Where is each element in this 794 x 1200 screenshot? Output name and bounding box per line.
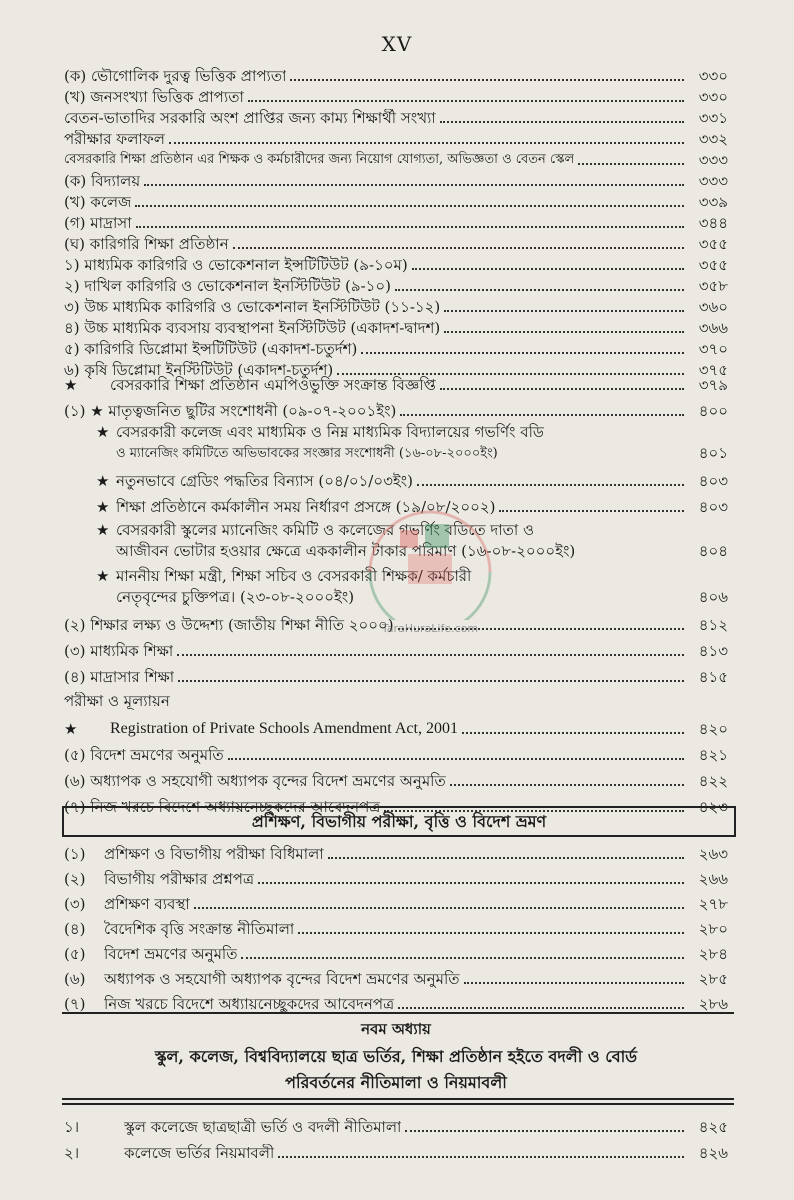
toc-entry: (১) প্রশিক্ষণ ও বিভাগীয় পরীক্ষা বিধিমালা ২৬৩ <box>64 845 728 863</box>
toc-entry: পরীক্ষার ফলাফল ৩৩২ <box>64 130 728 148</box>
toc-entry: (৩) মাধ্যমিক শিক্ষা ৪১৩ <box>64 642 728 660</box>
star-icon: ★ <box>96 567 110 585</box>
star-icon: ★ <box>96 423 110 441</box>
toc-entry: (৪) বৈদেশিক বৃত্তি সংক্রান্ত নীতিমালা ২৮০ <box>64 920 728 938</box>
toc-entry: (গ) মাদ্রাসা ৩৪৪ <box>64 214 728 232</box>
watermark-logo-icon <box>330 510 530 620</box>
toc-heading-entry: ★ বেসরকারি শিক্ষা প্রতিষ্ঠান এমপিওভুক্তি সংক্রান্ত বিজ্ঞপ্তি ৩৭৯ <box>64 376 728 394</box>
toc-entry: ২। কলেজে ভর্তির নিয়মাবলী ৪২৬ <box>64 1144 728 1162</box>
toc-entry-multiline: ★ বেসরকারী স্কুলের ম্যানেজিং কমিটি ও কলেজের গভর্ণিং বডিতে দাতা ও আজীবন ভোটার হওয়ার ক্ষেত্রে এককালীন টাকার পরিমাণ (১৬-০৮-২০০০ইং) ৪০৪ <box>96 521 728 560</box>
toc-entry: ১) মাধ্যমিক কারিগরি ও ভোকেশনাল ইন্সটিটিউট (৯-১০ম) ৩৫৫ <box>64 256 728 274</box>
toc-entry: (ঘ) কারিগরি শিক্ষা প্রতিষ্ঠান ৩৫৫ <box>64 235 728 253</box>
star-icon: ★ <box>64 720 78 738</box>
chapter-bottom-rule-2 <box>62 1103 734 1105</box>
chapter-bottom-rule <box>62 1098 734 1100</box>
star-icon: ★ <box>96 498 110 516</box>
toc-entry: (২) বিভাগীয় পরীক্ষার প্রশ্নপত্র ২৬৬ <box>64 870 728 888</box>
toc-entry-multiline: ★ বেসরকারী কলেজ এবং মাধ্যমিক ও নিম্ন মাধ্যমিক বিদ্যালয়ের গভর্ণিং বডি ও ম্যানেজিং কমিটিতে অভিভাবকের সংজ্ঞার সংশোধনী (১৬-০৮-২০০০ইং) ৪০১ <box>96 423 728 462</box>
toc-entry: ৬) কৃষি ডিপ্লোমা ইনস্টিটিউট (একাদশ-চতুর্দশ) ৩৭৫ <box>64 361 728 379</box>
toc-entry: ৫) কারিগরি ডিপ্লোমা ইন্সটিটিউট (একাদশ-চতুর্দশ) ৩৭০ <box>64 340 728 358</box>
chapter-title-line-1: স্কুল, কলেজ, বিশ্ববিদ্যালয়ে ছাত্র ভর্তির, শিক্ষা প্রতিষ্ঠান হইতে বদলী ও বোর্ড <box>154 1047 638 1066</box>
toc-entry: (২) শিক্ষার লক্ষ্য ও উদ্দেশ্য (জাতীয় শিক্ষা নীতি ২০০০) ৪১২ <box>64 616 728 634</box>
toc-section-3 <box>64 838 728 1013</box>
toc-entry: (৭) নিজ খরচে বিদেশে অধ্যায়নেচ্ছুকদের আবেদনপত্র ৪২৩ <box>64 798 728 816</box>
chapter-top-rule <box>62 1012 734 1014</box>
star-icon: ★ <box>64 376 78 394</box>
toc-entry: (খ) জনসংখ্যা ভিত্তিক প্রাপ্যতা ৩৩০ <box>64 88 728 106</box>
star-icon: ★ <box>96 472 110 490</box>
toc-entry: ৪) উচ্চ মাধ্যমিক ব্যবসায় ব্যবস্থাপনা ইনস্টিটিউট (একাদশ-দ্বাদশ) ৩৬৬ <box>64 319 728 337</box>
toc-entry: (৫) বিদেশ ভ্রমণের অনুমতি ৪২১ <box>64 746 728 764</box>
toc-entry: ★ Registration of Private Schools Amendment Act, 2001 ৪২০ <box>64 720 728 738</box>
page-number: XV <box>381 32 413 56</box>
toc-entry: (৩) প্রশিক্ষণ ব্যবস্থা ২৭৮ <box>64 895 728 913</box>
chapter-number: নবম অধ্যায় <box>361 1020 431 1038</box>
toc-entry: ★ নতুনভাবে গ্রেডিং পদ্ধতির বিন্যাস (০৪/০১/০৩ইং) ৪০৩ <box>96 472 728 490</box>
section-box-title: প্রশিক্ষণ, বিভাগীয় পরীক্ষা, বৃত্তি ও বিদেশ ভ্রমণ <box>62 806 736 837</box>
chapter-title-line-2: পরিবর্তনের নীতিমালা ও নিয়মাবলী <box>285 1073 507 1092</box>
toc-entry: বেসরকারি শিক্ষা প্রতিষ্ঠান এর শিক্ষক ও কর্মচারীদের জন্য নিয়োগ যোগ্যতা, অভিজ্ঞতা ও বেতন স্কেল ৩৩৩ <box>64 151 728 169</box>
toc-entry: ৩) উচ্চ মাধ্যমিক কারিগরি ও ভোকেশনাল ইনস্টিটিউট (১১-১২) ৩৬০ <box>64 298 728 316</box>
watermark-logo <box>330 510 530 660</box>
toc-section-1 <box>64 64 728 379</box>
toc-entry: (৬) অধ্যাপক ও সহযোগী অধ্যাপক বৃন্দের বিদেশ ভ্রমণের অনুমতি ২৮৫ <box>64 970 728 988</box>
toc-entry: (১) ★ মাতৃত্বজনিত ছুটির সংশোধনী (০৯-০৭-২০০১ইং) ৪০০ <box>64 402 728 420</box>
toc-entry-multiline: ★ মাননীয় শিক্ষা মন্ত্রী, শিক্ষা সচিব ও বেসরকারী শিক্ষক/ কর্মচারী নেতৃবৃন্দের চুক্তিপত্র। (২৩-০৮-২০০০ইং) ৪০৬ <box>96 567 728 606</box>
toc-entry: (ক) ভৌগোলিক দুরত্ব ভিত্তিক প্রাপ্যতা ৩৩০ <box>64 67 728 85</box>
toc-entry: ১। স্কুল কলেজে ছাত্রছাত্রী ভর্তি ও বদলী নীতিমালা ৪২৫ <box>64 1118 728 1136</box>
toc-entry: (খ) কলেজ ৩৩৯ <box>64 193 728 211</box>
toc-entry: (৭) নিজ খরচে বিদেশে অধ্যায়নেচ্ছুকদের আবেদনপত্র ২৮৬ <box>64 995 728 1013</box>
star-icon: ★ <box>96 521 110 539</box>
toc-chapter-entries <box>64 1110 728 1162</box>
toc-entry: বেতন-ভাতাদির সরকারি অংশ প্রাপ্তির জন্য কাম্য শিক্ষার্থী সংখ্যা ৩৩১ <box>64 109 728 127</box>
toc-entry: ★ শিক্ষা প্রতিষ্ঠানে কর্মকালীন সময় নির্ধারণ প্রসঙ্গে (১৯/০৮/২০০২) ৪০৩ <box>96 498 728 516</box>
toc-entry: (ক) বিদ্যালয় ৩৩৩ <box>64 172 728 190</box>
toc-entry: (৫) বিদেশ ভ্রমণের অনুমতি ২৮৪ <box>64 945 728 963</box>
watermark-text: TaraHuraLife.com <box>381 622 479 635</box>
toc-entry: ২) দাখিল কারিগরি ও ভোকেশনাল ইনস্টিটিউট (৯-১০) ৩৫৮ <box>64 277 728 295</box>
toc-plain-heading: পরীক্ষা ও মূল্যায়ন <box>64 692 170 710</box>
toc-entry: (৬) অধ্যাপক ও সহযোগী অধ্যাপক বৃন্দের বিদেশ ভ্রমণের অনুমতি ৪২২ <box>64 772 728 790</box>
toc-entry: (৪) মাদ্রাসার শিক্ষা ৪১৫ <box>64 668 728 686</box>
